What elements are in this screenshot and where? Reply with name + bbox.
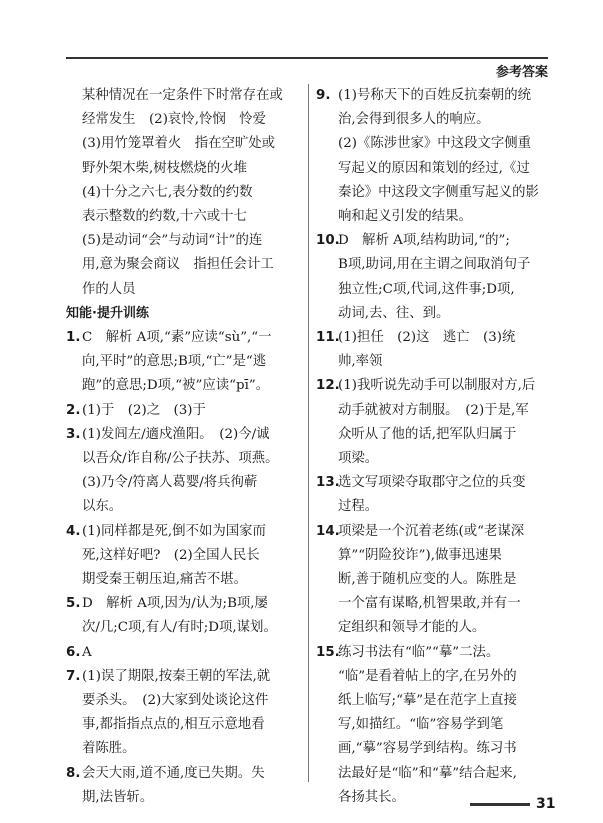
answer-number: 8. xyxy=(66,765,81,781)
answer-item xyxy=(316,326,552,374)
answer-line: 以东。 xyxy=(82,499,123,515)
answer-line: D 解析 A项,结构助词,“的”; xyxy=(338,233,510,249)
answer-number: 1. xyxy=(66,330,81,346)
answer-item xyxy=(66,665,302,762)
answer-item xyxy=(66,520,302,593)
continued-line: 野外架木柴,树枝燃烧的火堆 xyxy=(82,160,247,176)
answer-line: 向,平时”的意思;B项,“亡”是“逃 xyxy=(82,354,267,370)
answer-line: 秦论》中这段文字侧重写起义的影 xyxy=(338,184,539,200)
continued-line: 表示整数的约数,十六或十七 xyxy=(82,209,247,225)
answer-number: 11. xyxy=(316,330,340,346)
answer-item xyxy=(66,399,302,423)
answer-item xyxy=(316,229,552,326)
continued-line: 经常发生 (2)哀怜,怜悯 怜爱 xyxy=(82,112,266,128)
answer-line: 法最好是“临”和“摹”结合起来, xyxy=(338,765,517,781)
column-divider xyxy=(308,84,309,782)
page-number: 31 xyxy=(536,796,556,812)
answer-line: 事,都指指点点的,相互示意地看 xyxy=(82,717,265,733)
answer-line: (1)我听说先动手可以制服对方,后 xyxy=(338,378,536,394)
answer-line: 动词,去、往、到。 xyxy=(338,305,450,321)
answer-item xyxy=(316,641,552,810)
answer-line: 以吾众/诈自称/公子扶苏、项燕。 xyxy=(82,451,279,467)
answer-item xyxy=(316,84,552,229)
answer-number: 6. xyxy=(66,644,81,660)
answer-line: 一个富有谋略,机智果敢,并有一 xyxy=(338,596,521,612)
answer-line: 响和起义引发的结果。 xyxy=(338,209,472,225)
answer-line: (1)误了期限,按秦王朝的军法,就 xyxy=(82,668,271,684)
answer-line: 纸上临写;“摹”是在范字上直接 xyxy=(338,693,517,709)
answer-line: 治,会得到很多人的响应。 xyxy=(338,112,490,128)
answer-line: 帅,率领 xyxy=(338,354,383,370)
continued-line: 某种情况在一定条件下时常存在或 xyxy=(82,88,283,103)
answer-line: “临”是看着帖上的字,在另外的 xyxy=(338,668,517,684)
answer-line: 跑”的意思;D项,“被”应读“pī”。 xyxy=(82,378,270,394)
answer-line: 项梁是一个沉着老练(或“老谋深 xyxy=(338,523,525,539)
answer-number: 2. xyxy=(66,402,81,418)
answer-line: (1)发闾左/適戍渔阳。 (2)今/诚 xyxy=(82,426,270,442)
answer-line: 选文写项梁夺取郡守之位的兵变 xyxy=(338,475,526,491)
section-heading: 知能·提升训练 xyxy=(66,305,149,321)
answer-item xyxy=(66,592,302,640)
header-rule xyxy=(66,57,548,59)
answer-line: 次/几;C项,有人/有时;D项,谋划。 xyxy=(82,620,277,636)
continued-line: (3)用竹笼罩着火 指在空旷处或 xyxy=(82,136,276,152)
answer-item xyxy=(66,326,302,399)
answer-number: 12. xyxy=(316,378,340,394)
page-header-title: 参考答案 xyxy=(495,65,548,80)
answer-line: A xyxy=(82,644,92,660)
answer-line: 项梁。 xyxy=(338,451,379,467)
answer-line: 会天大雨,道不通,度已失期。失 xyxy=(82,765,265,781)
continued-line: (5)是动词“会”与动词“计”的连 xyxy=(82,233,263,249)
answer-line: 画,“摹”容易学到结构。练习书 xyxy=(338,741,517,757)
answer-line: 死,这样好吧? (2)全国人民长 xyxy=(82,547,260,563)
answer-line: 动手就被对方制服。 (2)于是,军 xyxy=(338,402,529,418)
answer-line: 期受秦王朝压迫,痛苦不堪。 xyxy=(82,572,247,588)
answer-number: 14. xyxy=(316,523,340,539)
answer-number: 15. xyxy=(316,644,340,660)
answer-line: 练习书法有“临”“摹”二法。 xyxy=(338,644,500,660)
answer-line: D 解析 A项,因为/认为;B项,屡 xyxy=(82,596,268,612)
answer-line: 定组织和领导才能的人。 xyxy=(338,620,486,636)
answer-item xyxy=(316,520,552,641)
answer-line: (3)乃令/符离人葛婴/将兵徇蕲 xyxy=(82,475,258,491)
answer-line: 算”“阴险狡诈”),做事迅速果 xyxy=(338,547,502,563)
answer-item xyxy=(66,423,302,520)
answer-line: (1)于 (2)之 (3)于 xyxy=(82,402,206,418)
answer-number: 7. xyxy=(66,668,81,684)
continued-line: 作的人员 xyxy=(82,281,136,297)
answer-line: 写起义的原因和策划的经过,《过 xyxy=(338,160,530,176)
answer-item xyxy=(66,641,302,665)
answer-line: (1)号称天下的百姓反抗秦朝的统 xyxy=(338,88,532,103)
answer-line: 独立性;C项,代词,这件事;D项, xyxy=(338,281,515,297)
answer-number: 3. xyxy=(66,426,81,442)
answer-item xyxy=(316,471,552,519)
answer-line: C 解析 A项,“素”应读“sù”,“一 xyxy=(82,330,272,346)
left-column xyxy=(66,84,302,810)
right-column xyxy=(316,84,552,810)
page-number-bar xyxy=(470,803,530,806)
answer-line: B项,助词,用在主谓之间取消句子 xyxy=(338,257,531,273)
answer-number: 10. xyxy=(316,233,340,249)
answer-item xyxy=(66,762,302,810)
continued-line: (4)十分之六七,表分数的约数 xyxy=(82,184,253,200)
answer-number: 4. xyxy=(66,523,81,539)
answer-number: 5. xyxy=(66,596,81,612)
answer-line: (2)《陈涉世家》中这段文字侧重 xyxy=(338,136,532,152)
answer-item xyxy=(316,374,552,471)
answer-number: 9. xyxy=(316,88,331,103)
answer-line: 着陈胜。 xyxy=(82,741,136,757)
answer-line: 过程。 xyxy=(338,499,379,515)
continued-line: 用,意为聚会商议 指担任会计工 xyxy=(82,257,274,273)
answer-line: 各扬其长。 xyxy=(338,789,405,805)
answer-line: 期,法皆斩。 xyxy=(82,789,154,805)
answer-line: 要杀头。 (2)大家到处谈论这件 xyxy=(82,693,269,709)
answer-line: (1)担任 (2)这 逃亡 (3)统 xyxy=(338,330,516,346)
answer-line: 众听从了他的话,把军队归属于 xyxy=(338,426,517,442)
answer-line: 写,如描红。“临”容易学到笔 xyxy=(338,717,504,733)
answer-line: (1)同样都是死,倒不如为国家而 xyxy=(82,523,266,539)
answer-number: 13. xyxy=(316,475,340,491)
answer-line: 断,善于随机应变的人。陈胜是 xyxy=(338,572,517,588)
